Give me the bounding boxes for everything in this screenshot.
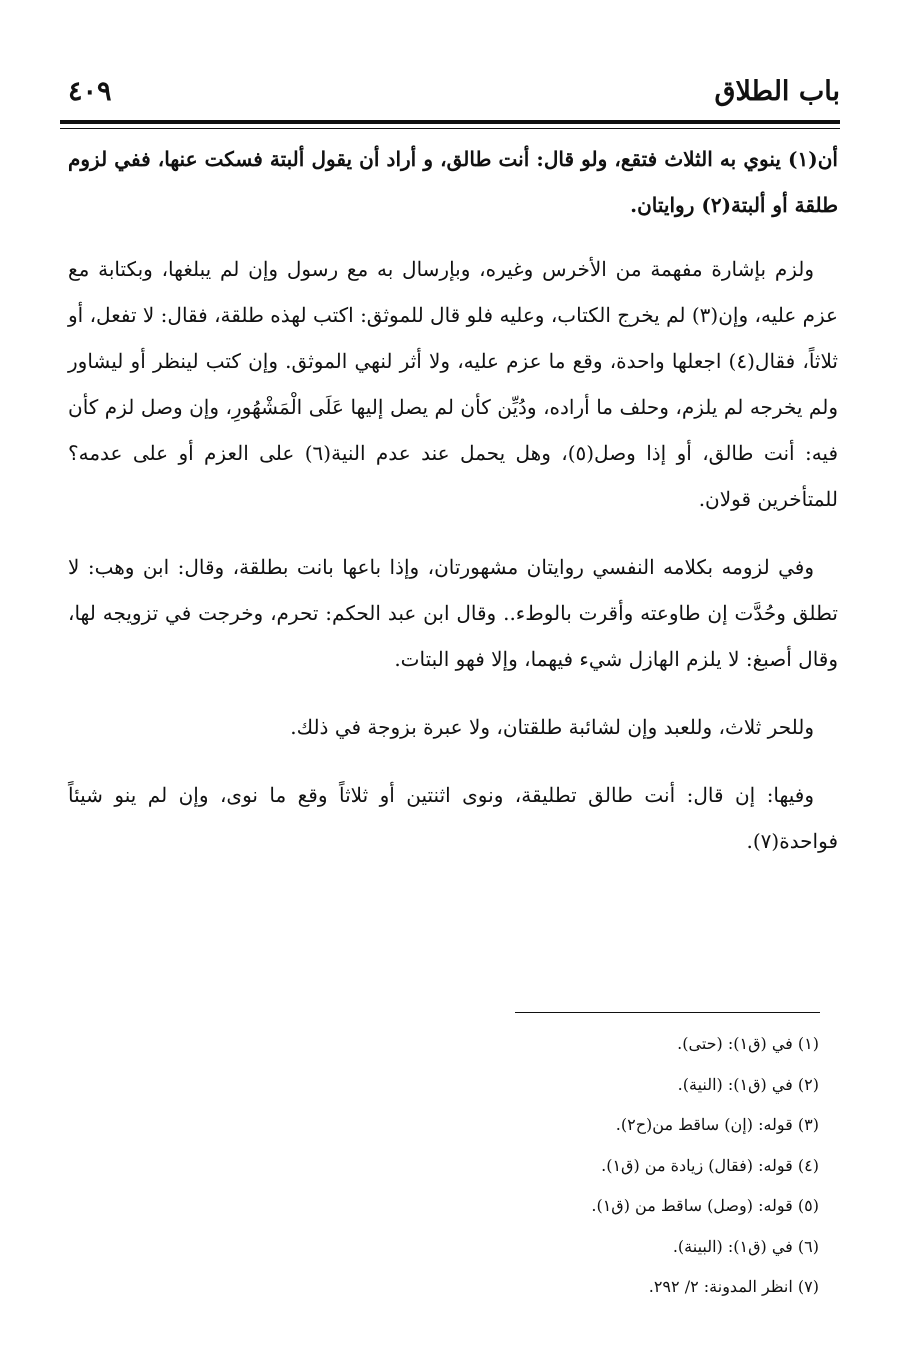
paragraph-3: وفي لزومه بكلامه النفسي روايتان مشهورتان، وإذا باعها بانت بطلقة، وقال: ابن وهب: لا تطلق وحُدَّت إن طاوعته وأقرت بالوطء.. وقال ابن عبد الحكم: تحرم، وخرجت في تزويجه لها، وقال أصبغ: لا يلزم الهازل شيء فيهما، وإلا فهو البتات.	[68, 555, 838, 671]
footnote-7: (٧) انظر المدونة: ٢/ ٢٩٢.	[648, 1277, 819, 1296]
footnote-separator	[515, 1012, 820, 1013]
header-rule-thin	[60, 128, 840, 129]
page-header	[60, 74, 840, 114]
footnote-2: (٢) في (ق١): (النية).	[677, 1074, 819, 1094]
page-number: ٤٠٩	[68, 76, 112, 107]
footnote-3: (٣) قوله: (إن) ساقط من(ح٢).	[615, 1115, 819, 1134]
paragraph-5: وفيها: إن قال: أنت طالق تطليقة، ونوى اثنتين أو ثلاثاً وقع ما نوى، وإن لم ينو شيئاً فواحدة(٧).	[68, 783, 838, 853]
paragraph-4: وللحر ثلاث، وللعبد وإن لشائبة طلقتان، ولا عبرة بزوجة في ذلك.	[290, 715, 814, 739]
footnotes	[219, 1024, 819, 1308]
footnote-4: (٤) قوله: (فقال) زيادة من (ق١).	[601, 1155, 819, 1175]
footnote-5: (٥) قوله: (وصل) ساقط من (ق١).	[591, 1196, 819, 1215]
paragraph-1: أن(١) ينوي به الثلاث فتقع، ولو قال: أنت طالق، و أراد أن يقول ألبتة فسكت عنها، ففي لزوم طلقة أو ألبتة(٢) روايتان.	[68, 147, 838, 217]
main-text	[68, 136, 838, 886]
footnote-6: (٦) في (ق١): (البينة).	[672, 1236, 819, 1256]
paragraph-2: ولزم بإشارة مفهمة من الأخرس وغيره، وبإرسال به مع رسول وإن لم يبلغها، وبكتابة مع عزم عليه، وإن(٣) لم يخرج الكتاب، وعليه فلو قال للموثق: اكتب لهذه طلقة، فقال: لا تفعل، أو ثلاثاً، فقال(٤) اجعلها واحدة، وقع ما عزم عليه، ولا أثر لنهي الموثق. وإن كتب لينظر أو ليشاور ولم يخرجه لم يلزم، وحلف ما أراده، ودُيِّن كأن لم يصل إليها عَلَى الْمَشْهُورِ، وإن وصل لزم كأن فيه: أنت طالق، أو إذا وصل(٥)، وهل يحمل عند عدم النية(٦) على العزم أو على عدمه؟ للمتأخرين قولان.	[68, 257, 839, 511]
footnote-1: (١) في (ق١): (حتى).	[677, 1034, 819, 1053]
running-title: باب الطلاق	[714, 76, 840, 107]
header-rule-thick	[60, 120, 840, 124]
